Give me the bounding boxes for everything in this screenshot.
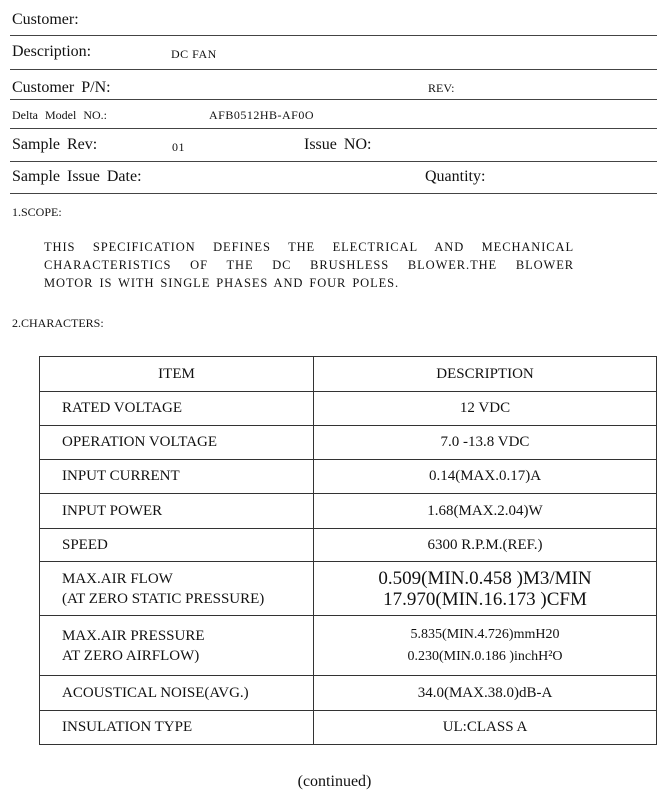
description-cell: 34.0(MAX.38.0)dB-A — [314, 676, 657, 711]
sample-rev-label: Sample Rev: — [12, 136, 98, 153]
delta-model-label: Delta Model NO.: — [12, 108, 107, 122]
customer-label: Customer: — [12, 11, 79, 28]
item-cell — [40, 562, 314, 616]
scope-title: 1.SCOPE: — [12, 205, 62, 219]
description-cell: 0.14(MAX.0.17)A — [314, 460, 657, 494]
item-line: MAX.AIR FLOW — [62, 570, 173, 587]
table-row — [40, 529, 657, 562]
description-row — [10, 36, 657, 70]
item-line: (AT ZERO STATIC PRESSURE) — [62, 590, 265, 607]
table-header-row — [40, 357, 657, 392]
quantity-label: Quantity: — [425, 168, 486, 185]
scope-paragraph — [44, 238, 574, 292]
description-cell: 6300 R.P.M.(REF.) — [314, 529, 657, 562]
column-header-description: DESCRIPTION — [314, 357, 657, 392]
description-cell: UL:CLASS A — [314, 711, 657, 745]
item-cell: INPUT CURRENT — [40, 460, 314, 494]
delta-model-value: AFB0512HB-AF0O — [209, 108, 315, 122]
scope-line: CHARACTERISTICS OF THE DC BRUSHLESS BLOWER.THE BLOWER — [44, 258, 574, 272]
description-cell — [314, 562, 657, 616]
continued-note: (continued) — [297, 773, 372, 790]
sample-rev-row — [10, 129, 657, 162]
table-row — [40, 616, 657, 676]
item-cell: INPUT POWER — [40, 494, 314, 529]
item-cell: OPERATION VOLTAGE — [40, 426, 314, 460]
description-value: DC FAN — [171, 47, 217, 61]
description-cell: 7.0 -13.8 VDC — [314, 426, 657, 460]
customer-pn-row — [10, 70, 657, 100]
item-cell: RATED VOLTAGE — [40, 392, 314, 426]
table-row — [40, 676, 657, 711]
sample-rev-value: 01 — [172, 140, 185, 154]
item-line: AT ZERO AIRFLOW) — [62, 647, 200, 664]
delta-model-row — [10, 100, 657, 129]
table-row — [40, 460, 657, 494]
description-line: 0.509(MIN.0.458 )M3/MIN — [378, 567, 592, 589]
table-row — [40, 711, 657, 745]
issue-no-label: Issue NO: — [304, 136, 372, 153]
table-row — [40, 426, 657, 460]
description-line: 5.835(MIN.4.726)mmH20 — [410, 626, 560, 642]
description-cell: 12 VDC — [314, 392, 657, 426]
item-cell: ACOUSTICAL NOISE(AVG.) — [40, 676, 314, 711]
column-header-item: ITEM — [40, 357, 314, 392]
sample-issue-date-row — [10, 162, 657, 194]
table-row — [40, 562, 657, 616]
customer-pn-label: Customer P/N: — [12, 79, 111, 96]
item-cell — [40, 616, 314, 676]
table-row — [40, 494, 657, 529]
item-cell: SPEED — [40, 529, 314, 562]
description-label: Description: — [12, 43, 92, 60]
scope-line: THIS SPECIFICATION DEFINES THE ELECTRICAL AND MECHANICAL — [44, 240, 574, 254]
characters-table — [39, 356, 657, 745]
characters-title: 2.CHARACTERS: — [12, 316, 104, 330]
item-cell: INSULATION TYPE — [40, 711, 314, 745]
description-cell: 1.68(MAX.2.04)W — [314, 494, 657, 529]
customer-row — [10, 4, 657, 36]
rev-label: REV: — [428, 81, 455, 95]
scope-line: MOTOR IS WITH SINGLE PHASES AND FOUR POLES. — [44, 276, 400, 290]
description-cell — [314, 616, 657, 676]
description-line: 0.230(MIN.0.186 )inchH²O — [407, 648, 563, 664]
sample-issue-date-label: Sample Issue Date: — [12, 168, 142, 185]
item-line: MAX.AIR PRESSURE — [62, 627, 205, 644]
description-line: 17.970(MIN.16.173 )CFM — [383, 588, 587, 610]
table-row — [40, 392, 657, 426]
